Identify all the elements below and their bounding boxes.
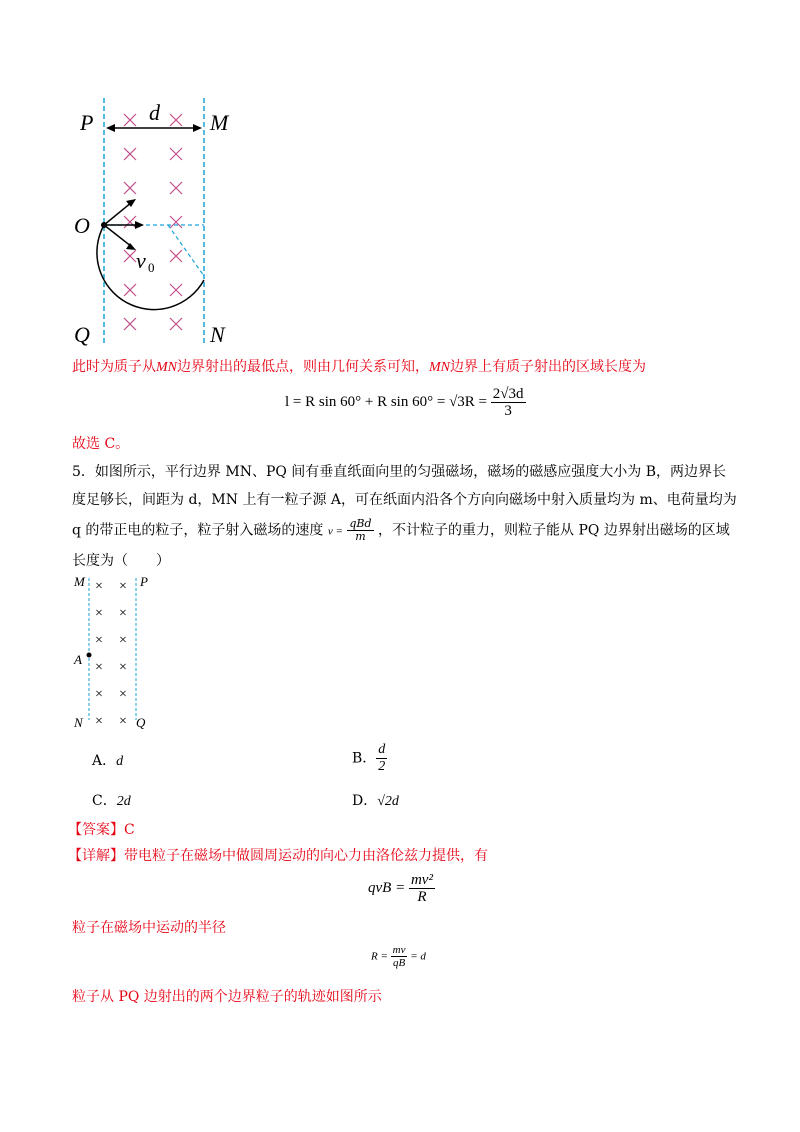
source-point-A: [87, 653, 92, 658]
equation-radius: R = $\frac{mv}{qB}$ = d: [371, 944, 426, 969]
svg-text:×: ×: [95, 660, 103, 675]
velocity-arrows: [104, 199, 144, 250]
svg-text:×: ×: [95, 606, 103, 621]
figure-magnetic-field-2: [70, 570, 170, 735]
answer-line: 【答案】C: [68, 822, 135, 838]
label-d: d: [149, 100, 160, 125]
label-Q: Q: [74, 322, 90, 347]
conclusion-text: 故选 C。: [72, 436, 130, 452]
svg-text:×: ×: [119, 714, 127, 729]
label-P: P: [80, 110, 94, 135]
figure-magnetic-field-1: [60, 90, 260, 355]
svg-text:×: ×: [119, 633, 127, 648]
solution-line-1: 此时为质子从MN边界射出的最低点，则由几何关系可知，MN边界上有质子射出的区域长度为: [72, 359, 646, 375]
svg-text:×: ×: [119, 687, 127, 702]
question5-line4: 长度为（ ）: [72, 553, 170, 569]
formula-length: l = R sin 60° + R sin 60° = √3R = $\frac{2√3d}{3}$: [285, 386, 524, 419]
label-A-2: A: [74, 652, 82, 667]
option-D[interactable]: D．√2d: [352, 793, 399, 809]
svg-text:×: ×: [119, 660, 127, 675]
label-M-2: M: [74, 574, 85, 589]
equation-lorentz: qvB = $\frac{\text{mv²}}{R}$: [368, 872, 433, 905]
label-N: N: [210, 322, 225, 347]
question5-line2: 度足够长，间距为 d，MN 上有一粒子源 A，可在纸面内沿各个方向向磁场中射入质量均为 m、电荷量均为: [72, 492, 737, 508]
label-O: O: [74, 213, 90, 238]
width-arrow: [106, 124, 202, 132]
question5-line3: q 的带正电的粒子，粒子射入磁场的速度 v = $\frac{\text{qBd}}{m}$ ，不计粒子的重力，则粒子能从 PQ 边界射出磁场的区域: [72, 517, 730, 543]
option-A[interactable]: A．d: [92, 753, 124, 769]
svg-text:×: ×: [95, 714, 103, 729]
origin-point: [101, 222, 107, 228]
radius-dashed-line: [168, 225, 204, 276]
question5-line1: 5．如图所示，平行边界 MN、PQ 间有垂直纸面向里的匀强磁场，磁场的磁感应强度大小为 B，两边界长: [72, 464, 727, 480]
label-v: v: [136, 248, 146, 273]
radius-text: 粒子在磁场中运动的半径: [72, 920, 226, 936]
final-text: 粒子从 PQ 边射出的两个边界粒子的轨迹如图所示: [72, 989, 382, 1005]
svg-text:×: ×: [95, 633, 103, 648]
svg-text:×: ×: [119, 606, 127, 621]
svg-text:×: ×: [119, 579, 127, 594]
field-crosses-2: [95, 579, 127, 729]
label-N-2: N: [74, 715, 83, 730]
label-Q-2: Q: [136, 715, 146, 730]
label-P-2: P: [140, 574, 148, 589]
svg-text:×: ×: [95, 687, 103, 702]
label-v-sub: 0: [148, 260, 155, 275]
svg-text:×: ×: [95, 579, 103, 594]
label-M: M: [210, 110, 229, 135]
field-crosses: [124, 114, 182, 330]
option-B[interactable]: B． $\frac{d}{2}$: [352, 742, 386, 774]
option-C[interactable]: C．2d: [92, 793, 131, 809]
detail-line: 【详解】带电粒子在磁场中做圆周运动的向心力由洛伦兹力提供，有: [68, 848, 488, 864]
